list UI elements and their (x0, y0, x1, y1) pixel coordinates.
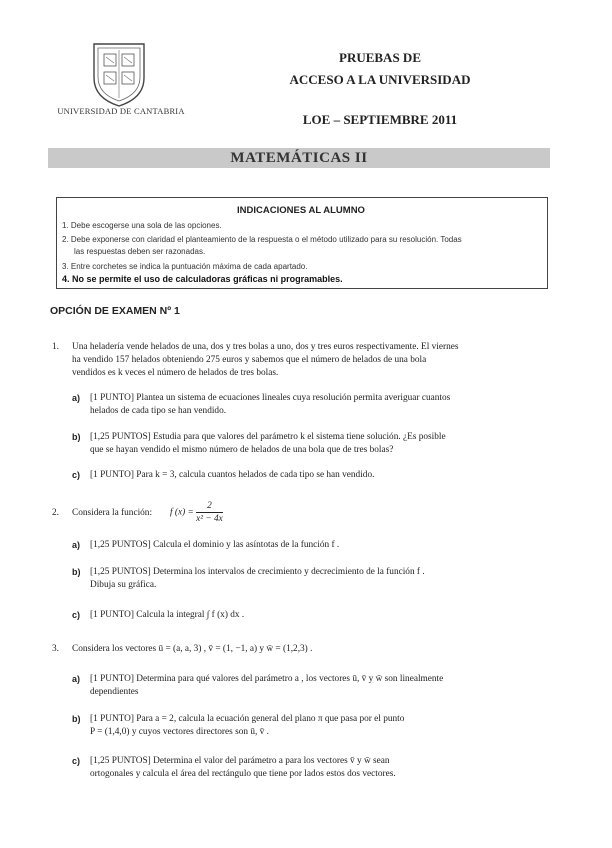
question-number: 2. (52, 508, 59, 518)
question-number: 1. (52, 342, 59, 352)
header-line-3: LOE – SEPTIEMBRE 2011 (302, 112, 458, 127)
instruction-item: 4. No se permite el uso de calculadoras gráficas ni programables. (62, 274, 343, 284)
fraction-numerator: 2 (196, 500, 223, 513)
part-text: [1,25 PUNTOS] Estudia para que valores del parámetro k el sistema tiene solución. ¿Es posible (90, 432, 446, 442)
part-label: a) (72, 674, 81, 684)
part-text: [1 PUNTO] Para k = 3, calcula cuantos helados de cada tipo se han vendido. (90, 470, 375, 480)
part-text: [1 PUNTO] Calcula la integral ∫ f (x) dx . (90, 610, 245, 620)
subject-title: MATEMÁTICAS II (230, 150, 368, 166)
formula-fraction (196, 500, 223, 525)
instruction-item: las respuestas deben ser razonadas. (74, 247, 206, 256)
instruction-item: 2. Debe exponerse con claridad el planteamiento de la respuesta o el método utilizado para su resolución. Todas (62, 235, 462, 244)
question-text: Una heladería vende helados de una, dos y tres bolas a uno, dos y tres euros respectivamente. El viernes (72, 342, 459, 352)
part-label: b) (72, 714, 81, 724)
part-label: c) (72, 756, 81, 766)
part-label: a) (72, 393, 81, 403)
part-label: c) (72, 470, 81, 480)
part-text: ortogonales y calcula el área del rectángulo que tiene por lados estos dos vectores. (90, 769, 396, 779)
part-text: que se hayan vendido el mismo número de helados de una bola que de tres bolas? (90, 445, 394, 455)
part-text: P = (1,4,0) y cuyos vectores directores son ū, v̄ . (90, 727, 269, 737)
formula-lhs: f (x) = (170, 507, 194, 518)
part-label: c) (72, 610, 81, 620)
part-label: b) (72, 567, 81, 577)
part-text: [1 PUNTO] Plantea un sistema de ecuaciones lineales cuya resolución permita averiguar cuantos (90, 393, 451, 403)
header-line-2: ACCESO A LA UNIVERSIDAD (289, 72, 471, 87)
part-text: helados de cada tipo se han vendido. (90, 406, 227, 416)
university-crest-icon (88, 40, 150, 108)
question-text: ha vendido 157 helados obteniendo 275 euros y sabemos que el número de helados de una bola (72, 355, 427, 365)
university-name: UNIVERSIDAD DE CANTABRIA (57, 106, 185, 116)
instruction-item: 1. Debe escogerse una sola de las opciones. (62, 221, 222, 230)
instructions-title: INDICACIONES AL ALUMNO (237, 205, 365, 216)
part-text: [1 PUNTO] Determina para qué valores del parámetro a , los vectores ū, v̄ y w̄ son linealmente (90, 674, 444, 684)
part-text: [1,25 PUNTOS] Determina el valor del parámetro a para los vectores v̄ y w̄ sean (90, 756, 390, 766)
question-number: 3. (52, 644, 59, 654)
question-text: Considera los vectores ū = (a, a, 3) , v̄ = (1, −1, a) y w̄ = (1,2,3) . (72, 644, 313, 654)
header-line-1: PRUEBAS DE (339, 50, 421, 65)
part-text: Dibuja su gráfica. (90, 580, 157, 590)
part-text: [1 PUNTO] Para a = 2, calcula la ecuación general del plano π que pasa por el punto (90, 714, 405, 724)
question-text: Considera la función: (72, 508, 153, 518)
part-label: b) (72, 432, 81, 442)
part-text: [1,25 PUNTOS] Determina los intervalos de crecimiento y decrecimiento de la función f . (90, 567, 425, 577)
fraction-denominator: x² − 4x (196, 514, 223, 524)
part-text: [1,25 PUNTOS] Calcula el dominio y las asíntotas de la función f . (90, 540, 340, 550)
exam-option-heading: OPCIÓN DE EXAMEN Nº 1 (50, 305, 180, 317)
instruction-item: 3. Entre corchetes se indica la puntuación máxima de cada apartado. (62, 262, 308, 271)
part-label: a) (72, 540, 81, 550)
part-text: dependientes (90, 687, 139, 697)
function-formula (170, 500, 223, 525)
question-text: vendidos es k veces el número de helados de tres bolas. (72, 368, 279, 378)
